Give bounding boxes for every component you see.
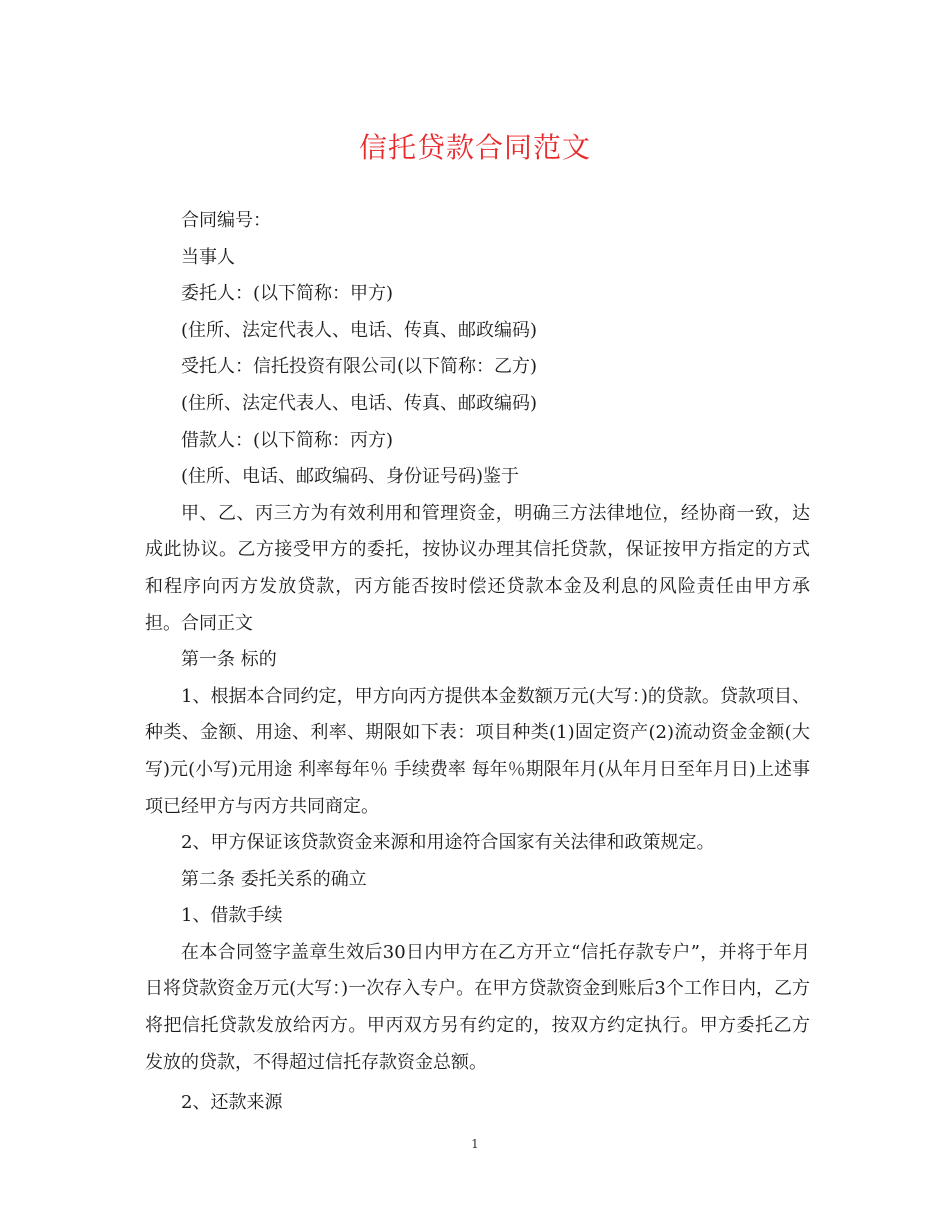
paragraph-article-2-clause-2-heading: 2、还款来源 (181, 1092, 283, 1114)
paragraph-article-2-heading: 第二条 委托关系的确立 (181, 868, 367, 890)
document-title: 信托贷款合同范文 (358, 131, 591, 164)
page-number: 1 (471, 1137, 479, 1151)
paragraph-trustee-details: (住所、法定代表人、电话、传真、邮政编码) (181, 392, 538, 414)
paragraph-parties-heading: 当事人 (181, 246, 235, 268)
paragraph-trustee: 受托人：信托投资有限公司(以下简称：乙方) (181, 356, 538, 378)
paragraph-article-1-clause-2: 2、甲方保证该贷款资金来源和用途符合国家有关法律和政策规定。 (181, 832, 715, 854)
paragraph-borrower: 借款人：(以下简称：丙方) (181, 429, 394, 451)
paragraph-borrower-details: (住所、电话、邮政编码、身份证号码)鉴于 (181, 466, 520, 488)
document-body (145, 203, 810, 1122)
paragraph-article-1-clause-1: 1、根据本合同约定，甲方向丙方提供本金数额万元(大写：)的贷款。贷款项目、种类、金额、用途、利率、期限如下表：项目种类(1)固定资产(2)流动资金金额(大写)元(小写)元用途 利率每年％ 手续费率 每年％期限年月(从年月日至年月日)上述事项已经甲方与丙方共同商定。 (145, 685, 810, 817)
paragraph-article-2-clause-1-body: 在本合同签字盖章生效后30日内甲方在乙方开立“信托存款专户”，并将于年月日将贷款资金万元(大写：)一次存入专户。在甲方贷款资金到账后3个工作日内，乙方将把信托贷款发放给丙方。甲丙双方另有约定的，按双方约定执行。甲方委托乙方发放的贷款，不得超过信托存款资金总额。 (145, 941, 810, 1073)
paragraph-contract-number: 合同编号： (181, 210, 271, 231)
paragraph-article-1-heading: 第一条 标的 (181, 649, 277, 671)
paragraph-article-2-clause-1-heading: 1、借款手续 (181, 905, 283, 927)
paragraph-entrustor: 委托人：(以下简称：甲方) (181, 283, 394, 305)
paragraph-preamble: 甲、乙、丙三方为有效利用和管理资金，明确三方法律地位，经协商一致，达成此协议。乙方接受甲方的委托，按协议办理其信托贷款，保证按甲方指定的方式和程序向丙方发放贷款，丙方能否按时偿还贷款本金及利息的风险责任由甲方承担。合同正文 (145, 502, 810, 634)
paragraph-entrustor-details: (住所、法定代表人、电话、传真、邮政编码) (181, 319, 538, 341)
